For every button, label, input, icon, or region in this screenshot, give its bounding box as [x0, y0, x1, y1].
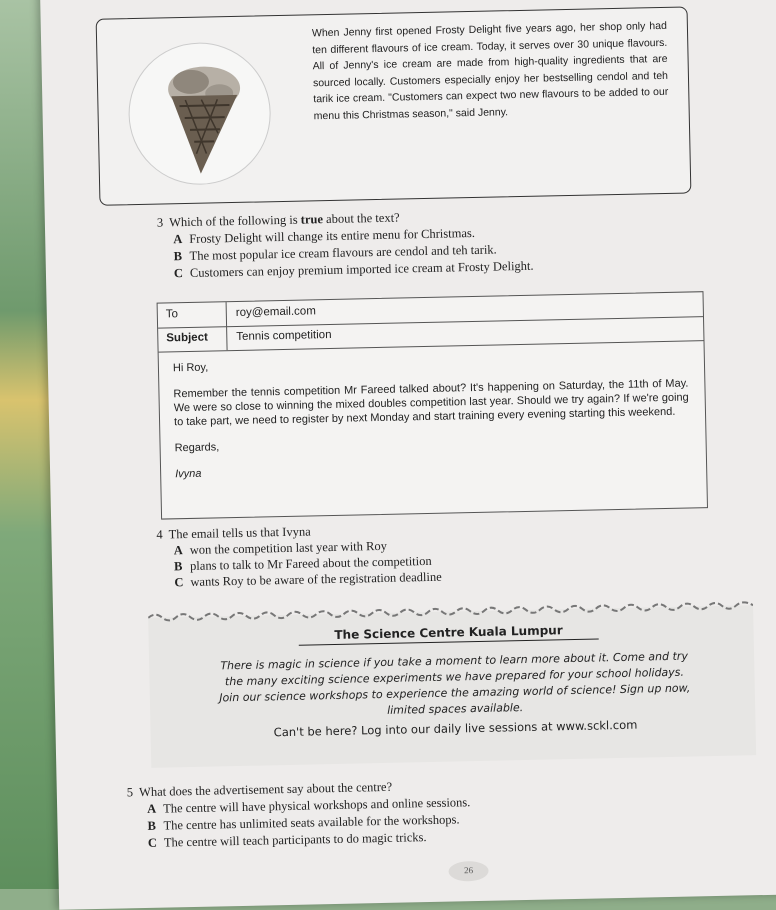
- email-row-divider: [226, 302, 228, 326]
- option-letter: C: [173, 266, 184, 281]
- ad-body: [159, 647, 750, 723]
- option-text: plans to talk to Mr Fareed about the competition: [189, 553, 432, 573]
- email-closing: Regards,: [174, 441, 220, 455]
- option-text: The centre will teach participants to do magic tricks.: [163, 830, 427, 850]
- option-letter: C: [147, 835, 158, 850]
- ad-line: There is magic in science if you take a moment to learn more about it. Come and try: [220, 649, 689, 673]
- ad-title: The Science Centre Kuala Lumpur: [298, 622, 598, 645]
- option-text: won the competition last year with Roy: [189, 538, 388, 557]
- option-letter: A: [173, 232, 183, 247]
- ice-cream-illustration: [127, 41, 272, 186]
- option-text: wants Roy to be aware of the registration deadline: [190, 569, 442, 589]
- question-stem: The email tells us that Ivyna: [168, 524, 311, 542]
- ad-line: limited spaces available.: [386, 701, 524, 717]
- option-letter: A: [147, 801, 157, 816]
- page-number: 26: [448, 861, 488, 882]
- email-box: [157, 291, 708, 519]
- option-letter: B: [173, 559, 183, 574]
- ad-footer: Can't be here? Log into our daily live sessions at www.sckl.com: [273, 717, 638, 740]
- question-number: 5: [126, 785, 134, 800]
- option-text: Frosty Delight will change its entire menu for Christmas.: [189, 225, 476, 246]
- question-stem: Which of the following is: [169, 212, 301, 230]
- ad-wavy-border: [148, 599, 753, 624]
- question-number: 3: [156, 215, 164, 230]
- email-to-value: roy@email.com: [235, 305, 316, 319]
- passage-text: When Jenny first opened Frosty Delight five years ago, her shop only had ten different flavours of ice cream. Today, it serves over 30 unique flavours. All of Jenny's ice cream are made from high-quality ingredients that are sourced locally. Customers especially enjoy her bestselling cendol and teh tarik ice cream. "Customers can expect two new flavours to be added to our menu this Christmas season," said Jenny.: [311, 19, 669, 122]
- email-to-label: To: [165, 308, 179, 321]
- option-text: The centre has unlimited seats available for the workshops.: [163, 812, 460, 833]
- email-body: [173, 351, 691, 494]
- email-subject-value: Tennis competition: [236, 328, 332, 343]
- email-signature: Ivyna: [175, 467, 202, 481]
- option-text: The most popular ice cream flavours are cendol and teh tarik.: [189, 242, 497, 263]
- email-message: Remember the tennis competition Mr Fareed talked about? It's happening on Saturday, the 11th of May. We were so close to winning the mixed doubles competition last year. Should we try again? If we're going to take part, we need to register by next Monday and start training every evening starting this weekend.: [173, 377, 689, 429]
- option-text: The centre will have physical workshops and online sessions.: [163, 795, 471, 816]
- option-letter: C: [174, 575, 184, 590]
- email-row-divider: [226, 326, 228, 350]
- option-letter: B: [147, 818, 157, 833]
- email-greeting: Hi Roy,: [172, 361, 209, 375]
- question-stem-end: about the text?: [322, 210, 400, 227]
- question-stem-emphasis: true: [300, 212, 324, 227]
- q5-option-c[interactable]: [148, 830, 427, 851]
- worksheet-page: [40, 0, 776, 910]
- option-letter: B: [173, 249, 183, 264]
- email-subject-label: Subject: [166, 331, 208, 345]
- passage-box: [96, 6, 692, 205]
- advertisement-box: [148, 605, 756, 768]
- option-letter: A: [173, 543, 183, 558]
- ad-line: the many exciting science experiments we have prepared for your school holidays.: [224, 665, 685, 689]
- ad-line: Join our science workshops to experience the amazing world of science! Sign up now,: [219, 681, 691, 705]
- question-number: 4: [156, 527, 163, 542]
- option-text: Customers can enjoy premium imported ice cream at Frosty Delight.: [189, 258, 534, 280]
- question-stem: What does the advertisement say about the centre?: [138, 779, 393, 800]
